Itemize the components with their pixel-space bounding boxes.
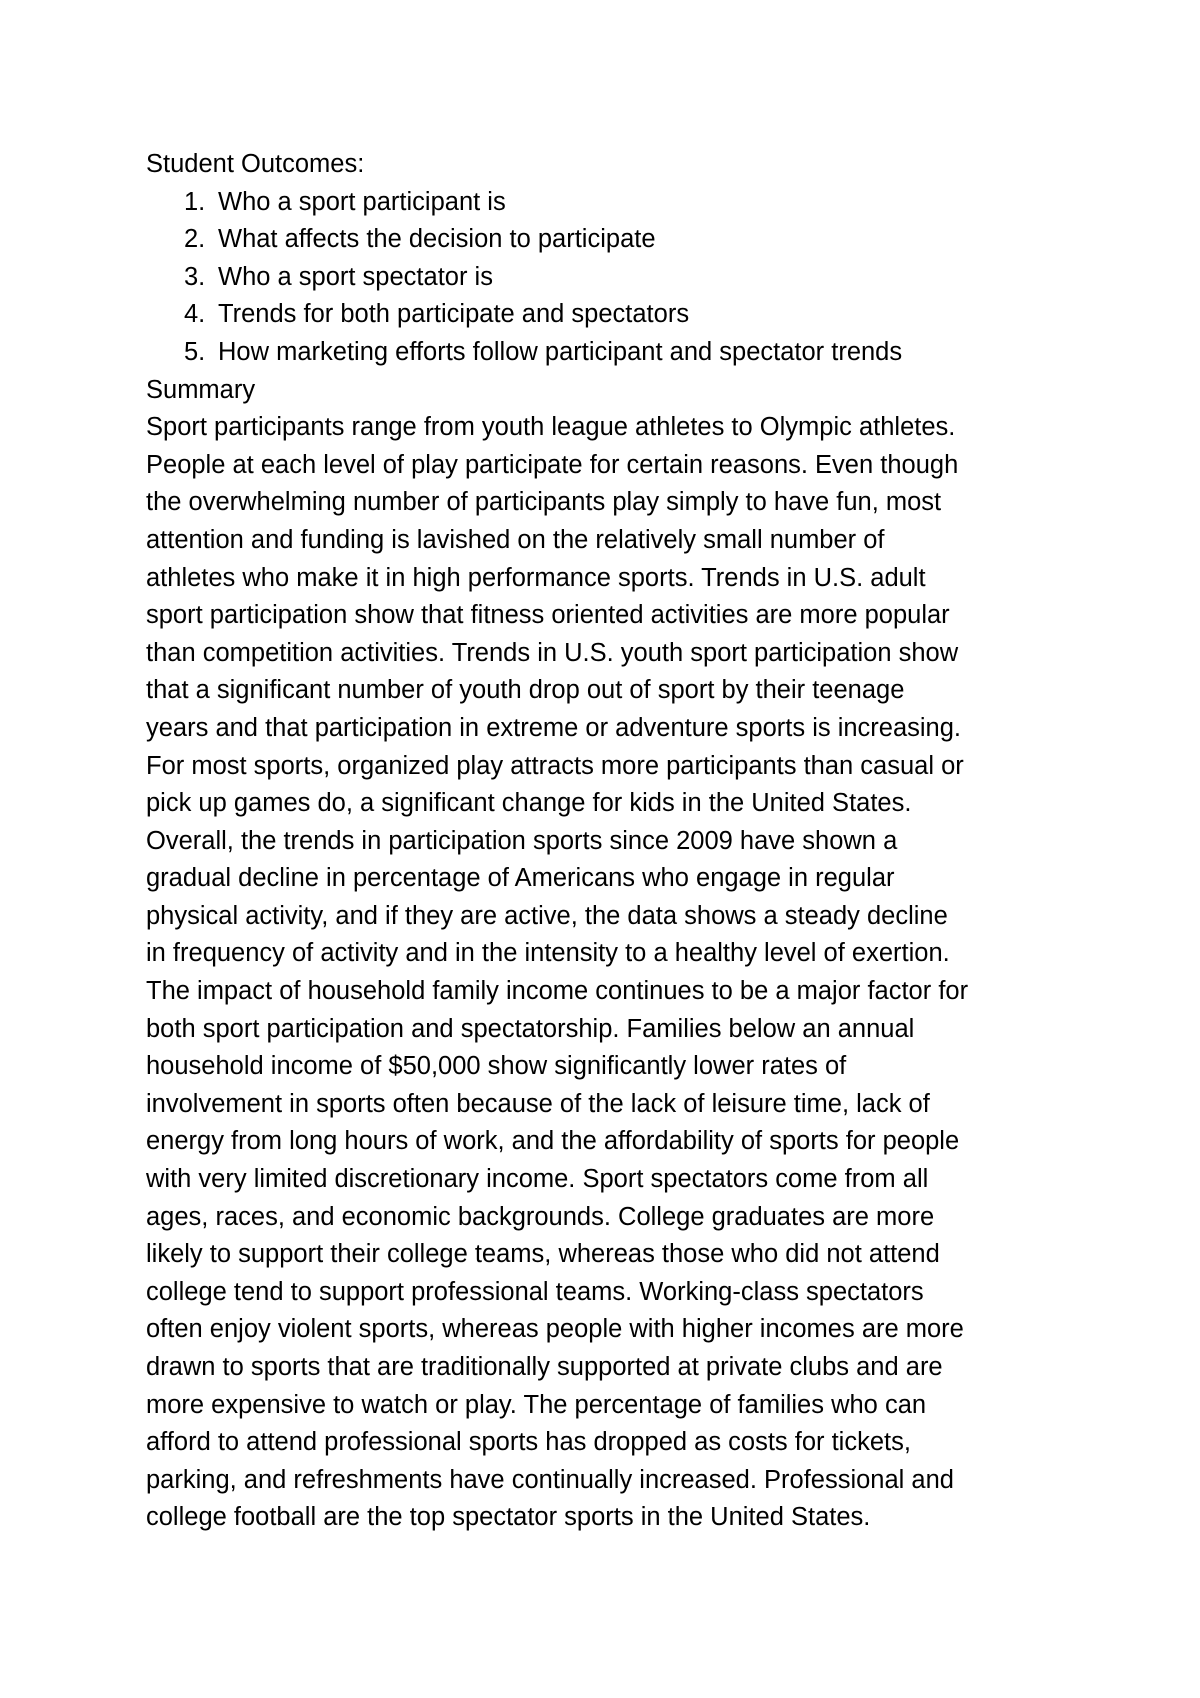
outcome-number: 2. [184,225,206,254]
summary-line: Overall, the trends in participation sports since 2009 have shown a [146,826,898,855]
summary-line: Sport participants range from youth league athletes to Olympic athletes. [146,413,956,442]
outcome-item [146,221,1086,259]
outcome-text: What affects the decision to participate [218,225,656,254]
summary-line: drawn to sports that are traditionally supported at private clubs and are [146,1353,943,1381]
summary-line: afford to attend professional sports has dropped as costs for tickets, [146,1428,911,1457]
outcomes-list [146,184,1086,372]
summary-line: For most sports, organized play attracts more participants than casual or [146,751,964,780]
summary-line: physical activity, and if they are active, the data shows a steady decline [146,901,948,930]
summary-line: ages, races, and economic backgrounds. College graduates are more [146,1202,935,1231]
outcome-item [146,259,1086,297]
outcome-text: Who a sport spectator is [218,262,493,291]
summary-line: attention and funding is lavished on the relatively small number of [146,525,885,554]
outcome-number: 3. [184,262,206,291]
summary-line: more expensive to watch or play. The percentage of families who can [146,1390,927,1419]
summary-paragraph [146,409,1086,1537]
outcome-text: Trends for both participate and spectators [218,300,690,329]
outcome-item [146,334,1086,372]
summary-line: that a significant number of youth drop out of sport by their teenage [146,676,905,705]
summary-line: likely to support their college teams, whereas those who did not attend [146,1240,940,1269]
outcome-number: 5. [184,337,206,366]
summary-line: The impact of household family income continues to be a major factor for [146,977,969,1006]
summary-line: pick up games do, a significant change for kids in the United States. [146,789,912,818]
summary-line: years and that participation in extreme or adventure sports is increasing. [146,713,962,742]
outcome-item [146,296,1086,334]
outcome-number: 4. [184,300,206,329]
summary-line: gradual decline in percentage of Americans who engage in regular [146,864,895,893]
outcome-text: How marketing efforts follow participant and spectator trends [218,337,903,366]
outcome-text: Who a sport participant is [218,187,506,216]
summary-line: both sport participation and spectatorship. Families below an annual [146,1014,915,1043]
summary-heading: Summary [146,375,256,404]
summary-line: athletes who make it in high performance sports. Trends in U.S. adult [146,563,926,592]
summary-line: than competition activities. Trends in U.S. youth sport participation show [146,638,959,667]
summary-line: People at each level of play participate for certain reasons. Even though [146,450,959,479]
summary-line: parking, and refreshments have continually increased. Professional and [146,1465,954,1494]
summary-line: sport participation show that fitness oriented activities are more popular [146,601,950,630]
summary-line: often enjoy violent sports, whereas people with higher incomes are more [146,1315,964,1344]
summary-line: college tend to support professional teams. Working-class spectators [146,1277,924,1306]
summary-line: in frequency of activity and in the intensity to a healthy level of exertion. [146,939,950,968]
summary-line: household income of $50,000 show significantly lower rates of [146,1052,847,1081]
outcome-item [146,184,1086,222]
outcome-number: 1. [184,187,206,216]
summary-line: energy from long hours of work, and the affordability of sports for people [146,1127,960,1156]
summary-line: with very limited discretionary income. Sport spectators come from all [146,1165,929,1194]
summary-line: involvement in sports often because of the lack of leisure time, lack of [146,1089,930,1118]
summary-line: college football are the top spectator sports in the United States. [146,1503,871,1532]
outcomes-heading: Student Outcomes: [146,150,365,178]
document-page [146,146,1086,1537]
summary-line: the overwhelming number of participants play simply to have fun, most [146,488,942,517]
